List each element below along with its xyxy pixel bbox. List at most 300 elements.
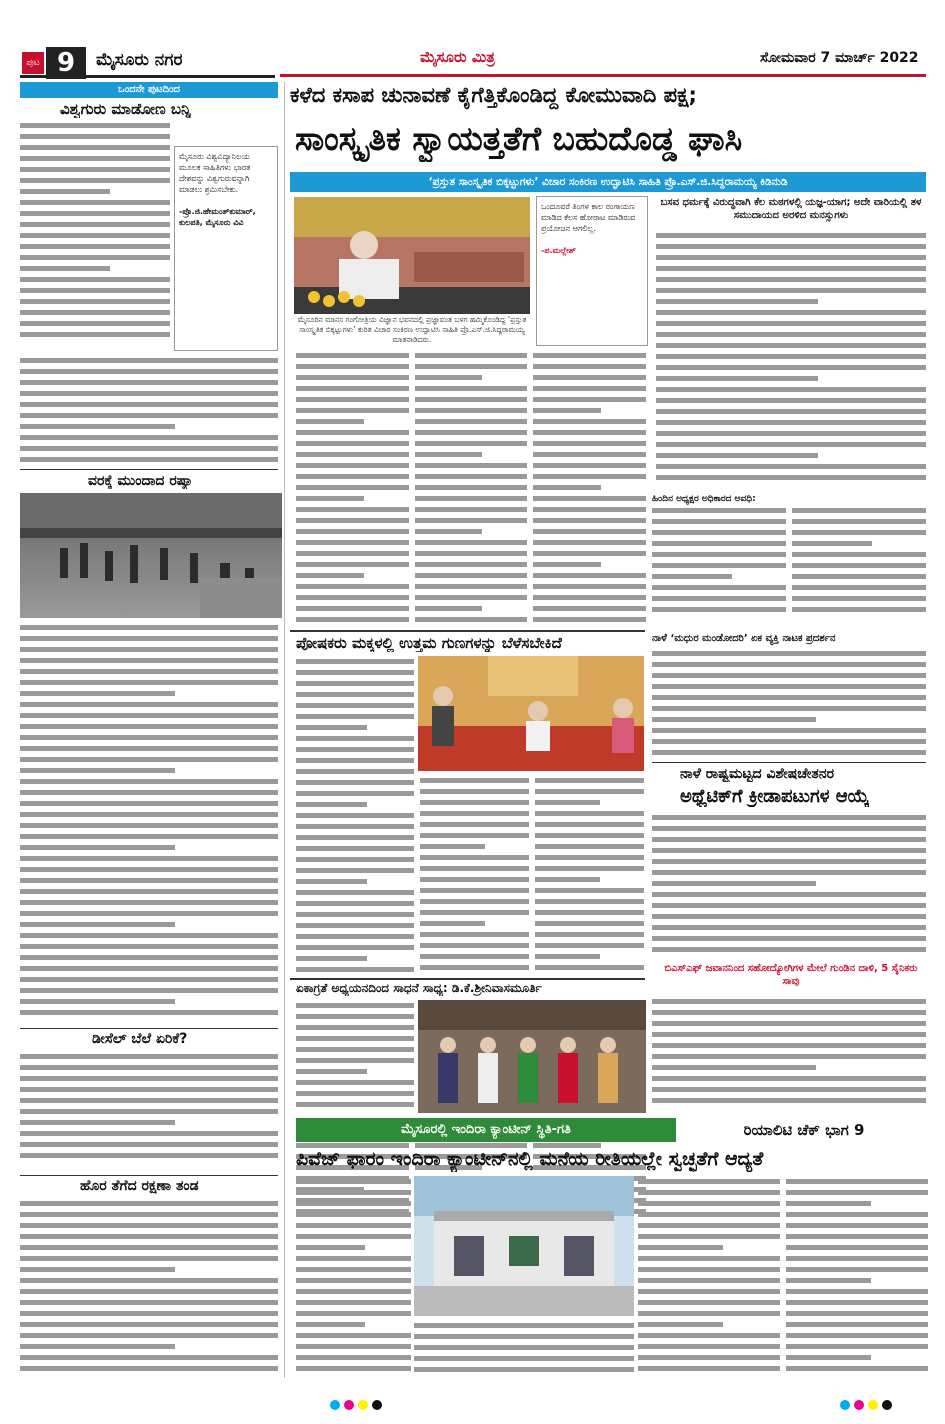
text-line [533,592,646,603]
text-line [535,830,644,841]
text-line [296,493,409,504]
text-line [420,940,529,951]
text-line [786,1319,928,1330]
text-line [20,153,170,164]
text-line [20,366,278,377]
text-line [20,655,278,666]
text-line [20,809,278,820]
text-line [20,1117,278,1128]
text-line [533,449,646,460]
text-line [296,559,409,570]
text-line [638,1341,780,1352]
text-line [786,1363,928,1374]
text-line [535,940,644,951]
text-line [656,340,926,351]
parents-story-body [296,656,414,976]
text-line [296,537,409,548]
text-line [414,1364,634,1375]
text-line [652,856,926,867]
masthead: ಮೈಸೂರು ಮಿತ್ರ [420,48,495,66]
text-line [296,766,414,777]
text-line [296,854,414,865]
quote-text: ಒಂದೂವರೆ ತಿಂಗಳ ಕಾಲ ರಂಗಾಯಣ ಮಾಡಿದ ಕೆಲಸ ಹೋರಾಟ ಮಾಡಿರುವ ಪ್ರಯೋಜನ ಆಗಲಿಲ್ಲ. [541,202,636,233]
text-line [415,548,528,559]
registration-mark [358,1400,368,1410]
text-line [786,1352,928,1363]
text-line [652,648,926,659]
photo-art [20,493,282,618]
text-line [420,819,529,830]
text-line [535,863,644,874]
text-line [296,656,414,667]
text-line [638,1308,780,1319]
text-line [415,416,528,427]
text-line [296,1286,411,1297]
text-line [638,1352,780,1363]
text-line [20,798,278,809]
text-line [420,907,529,918]
text-line [792,582,926,593]
text-line [20,754,278,765]
text-line [296,1055,414,1066]
text-line [533,471,646,482]
text-line [296,821,414,832]
sports-kicker: ನಾಳೆ ರಾಷ್ಟ್ರಮಟ್ಟದ ವಿಶೇಷಚೇತನರ [680,766,835,782]
text-line [652,996,926,1007]
right-story-title: ಬಸವ ಧರ್ಮಕ್ಕೆ ವಿರುದ್ಧವಾಗಿ ಕೆಲ ಮಠಗಳಲ್ಲಿ ಯಜ್ಞ-ಯಾಗ; ಅದೇ ವಾರಿಯಲ್ಲಿ ತಳ ಸಮುದಾಯದ ಅರಳಿದ ಮನಸ್ಸುಗಳು [660,197,922,221]
story-body [20,622,278,1022]
text-line [638,1220,780,1231]
text-line [20,710,278,721]
text-line [296,1011,414,1022]
divider [290,630,645,632]
text-line [20,399,278,410]
text-line [535,907,644,918]
text-line [652,1062,926,1073]
text-line [296,1319,411,1330]
text-line [296,372,409,383]
text-line [533,350,646,361]
text-line [20,1150,278,1161]
text-line [652,812,926,823]
text-line [420,786,529,797]
text-line [656,439,926,450]
text-line [296,865,414,876]
text-line [656,406,926,417]
text-line [20,952,278,963]
text-line [296,350,409,361]
text-line [415,383,528,394]
text-line [296,581,409,592]
text-line [20,930,278,941]
text-line [638,1286,780,1297]
text-line [420,962,529,973]
text-line [20,263,170,274]
text-line [20,1209,278,1220]
lead-pull-quote [536,196,648,346]
drama-body [652,648,926,758]
text-line [296,361,409,372]
text-line [415,592,528,603]
photo-art [294,197,530,314]
text-line [296,471,409,482]
text-line [296,1033,414,1044]
text-line [20,230,170,241]
text-line [296,920,414,931]
text-line [652,900,926,911]
text-line [652,823,926,834]
text-line [535,841,644,852]
text-line [533,526,646,537]
lead-body [296,350,646,628]
text-line [652,516,786,527]
text-line [652,1095,926,1106]
text-line [296,931,414,942]
text-line [296,1231,411,1242]
text-line [20,963,278,974]
text-line [415,361,528,372]
text-line [656,252,926,263]
text-line [20,787,278,798]
text-line [415,493,528,504]
canteen-photo [414,1176,634,1316]
text-line [296,394,409,405]
text-line [792,604,926,615]
text-line [20,307,170,318]
text-line [656,450,926,461]
text-line [415,405,528,416]
text-line [652,1051,926,1062]
text-line [20,820,278,831]
school-event-photo [418,656,644,771]
text-line [296,460,409,471]
text-line [415,515,528,526]
text-line [20,897,278,908]
text-line [20,1308,278,1319]
text-line [533,438,646,449]
divider [652,762,926,763]
text-line [414,1331,634,1342]
text-line [296,592,409,603]
text-line [786,1308,928,1319]
text-line [20,274,170,285]
continued-label: ಒಂದನೇ ಪುಟದಿಂದ [20,82,278,98]
series-tag: ಮೈಸೂರಲ್ಲಿ ಇಂದಿರಾ ಕ್ಯಾಂಟೀನ್ ಸ್ಥಿತಿ-ಗತಿ [296,1118,676,1142]
text-line [415,460,528,471]
column-rule [284,82,285,1378]
text-line [20,1051,278,1062]
text-line [296,1022,414,1033]
text-line [638,1319,780,1330]
text-line [20,985,278,996]
text-line [535,918,644,929]
text-line [420,863,529,874]
text-line [296,876,414,887]
text-line [652,604,786,615]
text-line [296,733,414,744]
text-line [786,1187,928,1198]
text-line [20,743,278,754]
text-line [296,504,409,515]
lead-photo [294,197,530,314]
text-line [638,1209,780,1220]
text-line [296,1044,414,1055]
photo-refugees [20,493,282,618]
text-line [652,703,926,714]
registration-mark [344,1400,354,1410]
text-line [786,1231,928,1242]
concentration-title: ಏಕಾಗ್ರತೆ ಅಧ್ಯಯನದಿಂದ ಸಾಧನೆ ಸಾಧ್ಯ: ಡಿ.ಕೆ.ಶ್ರೀನಿವಾಸಮೂರ್ತಿ [296,981,542,995]
text-line [786,1209,928,1220]
story-title-diesel: ಡೀಸೆಲ್ ಬೆಲೆ ಏರಿಕೆ? [92,1031,188,1047]
text-line [20,131,170,142]
text-line [420,951,529,962]
text-line [296,1352,411,1363]
text-line [20,864,278,875]
text-line [20,688,278,699]
text-line [20,142,170,153]
text-line [656,241,926,252]
text-line [296,777,414,788]
text-line [638,1253,780,1264]
text-line [533,482,646,493]
text-line [533,515,646,526]
lead-headline: ಸಾಂಸ್ಕೃತಿಕ ಸ್ವಾಯತ್ತತೆಗೆ ಬಹುದೊಡ್ಡ ಘಾಸಿ [295,119,743,158]
text-line [786,1330,928,1341]
text-line [20,1286,278,1297]
text-line [415,526,528,537]
text-line [652,681,926,692]
text-line [786,1264,928,1275]
text-line [656,351,926,362]
text-line [786,1220,928,1231]
text-line [420,918,529,929]
text-line [20,1062,278,1073]
text-line [420,896,529,907]
text-line [20,377,278,388]
text-line [296,953,414,964]
canteen-body [414,1320,634,1378]
text-line [20,974,278,985]
text-line [20,1275,278,1286]
text-line [296,482,409,493]
text-line [20,388,278,399]
lead-photo-caption: ಮೈಸೂರಿನ ಮಾನಸ ಗಂಗೋತ್ರಿಯ ವಿಜ್ಞಾನ ಭವನದಲ್ಲಿ ಪ್ರಜ್ಞಾವಂತ ಬಳಗ ಹಮ್ಮಿಕೊಂಡಿದ್ದ ‘ಪ್ರಸ್ತುತ ಸಾಂಸ್ಕೃತಿಕ ಬಿಕ್ಕಟ್ಟುಗಳು’ ಕುರಿತ ವಿಚಾರ ಸಂಕಿರಣ ಉದ್ಘಾಟಿಸಿ ಸಾಹಿತಿ ಪ್ರೊ.ಎಸ್.ಜಿ.ಸಿದ್ದರಾಮಯ್ಯ ಮಾತನಾಡಿದರು. [297,315,527,344]
text-line [20,732,278,743]
divider [20,1028,278,1029]
quote-text: ಮೈಸೂರು ವಿಶ್ವವಿದ್ಯಾನಿಲಯ ಮೂಲಕ ಸಾಹಿತಿಗಳು ಭಾರತ ದೇಶವನ್ನು ವಿಶ್ವಗುರುವನ್ನಾಗಿ ಮಾಡಲು ಶ್ರಮಿಸಬೇಕು. [179,152,251,194]
text-line [533,427,646,438]
text-line [296,832,414,843]
text-line [533,570,646,581]
text-line [415,449,528,460]
text-line [296,942,414,953]
text-line [296,898,414,909]
text-line [652,527,786,538]
text-line [414,1353,634,1364]
text-line [638,1242,780,1253]
text-line [652,560,786,571]
text-line [533,559,646,570]
text-line [533,460,646,471]
text-line [415,427,528,438]
text-line [656,230,926,241]
text-line [296,438,409,449]
story-title-russia: ವರಕ್ಕೆ ಮುಂದಾದ ರಷ್ಯಾ [88,473,194,489]
registration-mark [854,1400,864,1410]
text-line [652,1018,926,1029]
text-line [20,421,278,432]
text-line [415,581,528,592]
text-line [20,1264,278,1275]
text-line [296,405,409,416]
text-line [296,1253,411,1264]
text-line [535,874,644,885]
right-box-title: ಹಿಂದಿನ ಅಧ್ಯಕ್ಷರ ಅಧಿಕಾರದ ಅವಧಿ: [652,494,756,504]
text-line [786,1286,928,1297]
text-line [786,1253,928,1264]
text-line [20,296,170,307]
parents-story-title: ಪೋಷಕರು ಮಕ್ಕಳಲ್ಲಿ ಉತ್ತಮ ಗುಣಗಳನ್ನು ಬೆಳೆಸಬೇಕಿದೆ [296,634,562,652]
sports-headline: ಅಥ್ಲೆಟಿಕ್‌ಗೆ ಕ್ರೀಡಾಪಟುಗಳ ಆಯ್ಕೆ [680,786,870,807]
text-line [296,1330,411,1341]
text-line [652,736,926,747]
photo-art [414,1176,634,1316]
text-line [20,1352,278,1363]
text-line [296,722,414,733]
text-line [20,1253,278,1264]
text-line [296,1264,411,1275]
text-line [296,449,409,460]
text-line [20,285,170,296]
text-line [296,603,409,614]
text-line [792,538,926,549]
text-line [20,1128,278,1139]
text-line [296,1077,414,1088]
text-line [20,776,278,787]
text-line [792,505,926,516]
text-line [652,933,926,944]
text-line [20,1084,278,1095]
text-line [296,614,409,625]
text-line [415,471,528,482]
registration-mark [868,1400,878,1410]
text-line [420,874,529,885]
text-line [792,527,926,538]
story-body [20,355,278,465]
text-line [535,808,644,819]
text-line [420,852,529,863]
photo-art [418,656,644,771]
text-line [415,603,528,614]
text-line [652,593,786,604]
right-story-body [656,230,926,488]
lead-subhead: ‘ಪ್ರಸ್ತುತ ಸಾಂಸ್ಕೃತಿಕ ಬಿಕ್ಕಟ್ಟುಗಳು’ ವಿಚಾರ ಸಂಕಿರಣ ಉದ್ಘಾಟಿಸಿ ಸಾಹಿತಿ ಪ್ರೊ.ಎಸ್.ಜಿ.ಸಿದ್ದರಾಮಯ್ಯ ಕಿಡಿನುಡಿ [290,172,926,192]
text-line [652,747,926,758]
text-line [20,886,278,897]
text-line [20,1297,278,1308]
text-line [296,515,409,526]
text-line [296,788,414,799]
text-line [656,362,926,373]
text-line [20,699,278,710]
text-line [415,537,528,548]
registration-mark [330,1400,340,1410]
text-line [792,560,926,571]
text-line [638,1176,780,1187]
text-line [535,929,644,940]
text-line [535,896,644,907]
section-name: ಮೈಸೂರು ನಗರ [96,50,183,70]
text-line [20,432,278,443]
text-line [296,1176,411,1187]
text-line [296,1275,411,1286]
text-line [652,714,926,725]
text-line [20,1341,278,1352]
story-body [20,120,170,345]
text-line [296,1000,414,1011]
text-line [652,549,786,560]
text-line [20,996,278,1007]
text-line [638,1187,780,1198]
bsf-body [652,996,926,1116]
text-line [296,526,409,537]
text-line [420,885,529,896]
text-line [296,843,414,854]
text-line [652,867,926,878]
text-line [296,1341,411,1352]
concentration-body [296,1000,414,1120]
text-line [533,581,646,592]
text-line [415,504,528,515]
text-line [20,1330,278,1341]
text-line [535,852,644,863]
text-line [415,570,528,581]
text-line [296,1187,411,1198]
page-number: 9 [46,47,86,79]
text-line [20,721,278,732]
text-line [656,274,926,285]
text-line [535,819,644,830]
text-line [638,1275,780,1286]
text-line [656,318,926,329]
text-line [20,677,278,688]
story-body [20,1198,278,1378]
text-line [20,919,278,930]
text-line [786,1341,928,1352]
text-line [296,1209,411,1220]
text-line [20,252,170,263]
text-line [656,329,926,340]
issue-date: ಸೋಮವಾರ 7 ಮಾರ್ಚ್ 2022 [760,50,919,66]
text-line [296,964,414,975]
text-line [792,549,926,560]
text-line [296,711,414,722]
text-line [20,831,278,842]
text-line [20,186,170,197]
text-line [786,1275,928,1286]
text-line [296,909,414,920]
text-line [296,383,409,394]
text-line [415,372,528,383]
text-line [533,603,646,614]
text-line [20,175,170,186]
text-line [296,667,414,678]
text-line [533,405,646,416]
text-line [296,1297,411,1308]
text-line [652,889,926,900]
text-line [296,1088,414,1099]
